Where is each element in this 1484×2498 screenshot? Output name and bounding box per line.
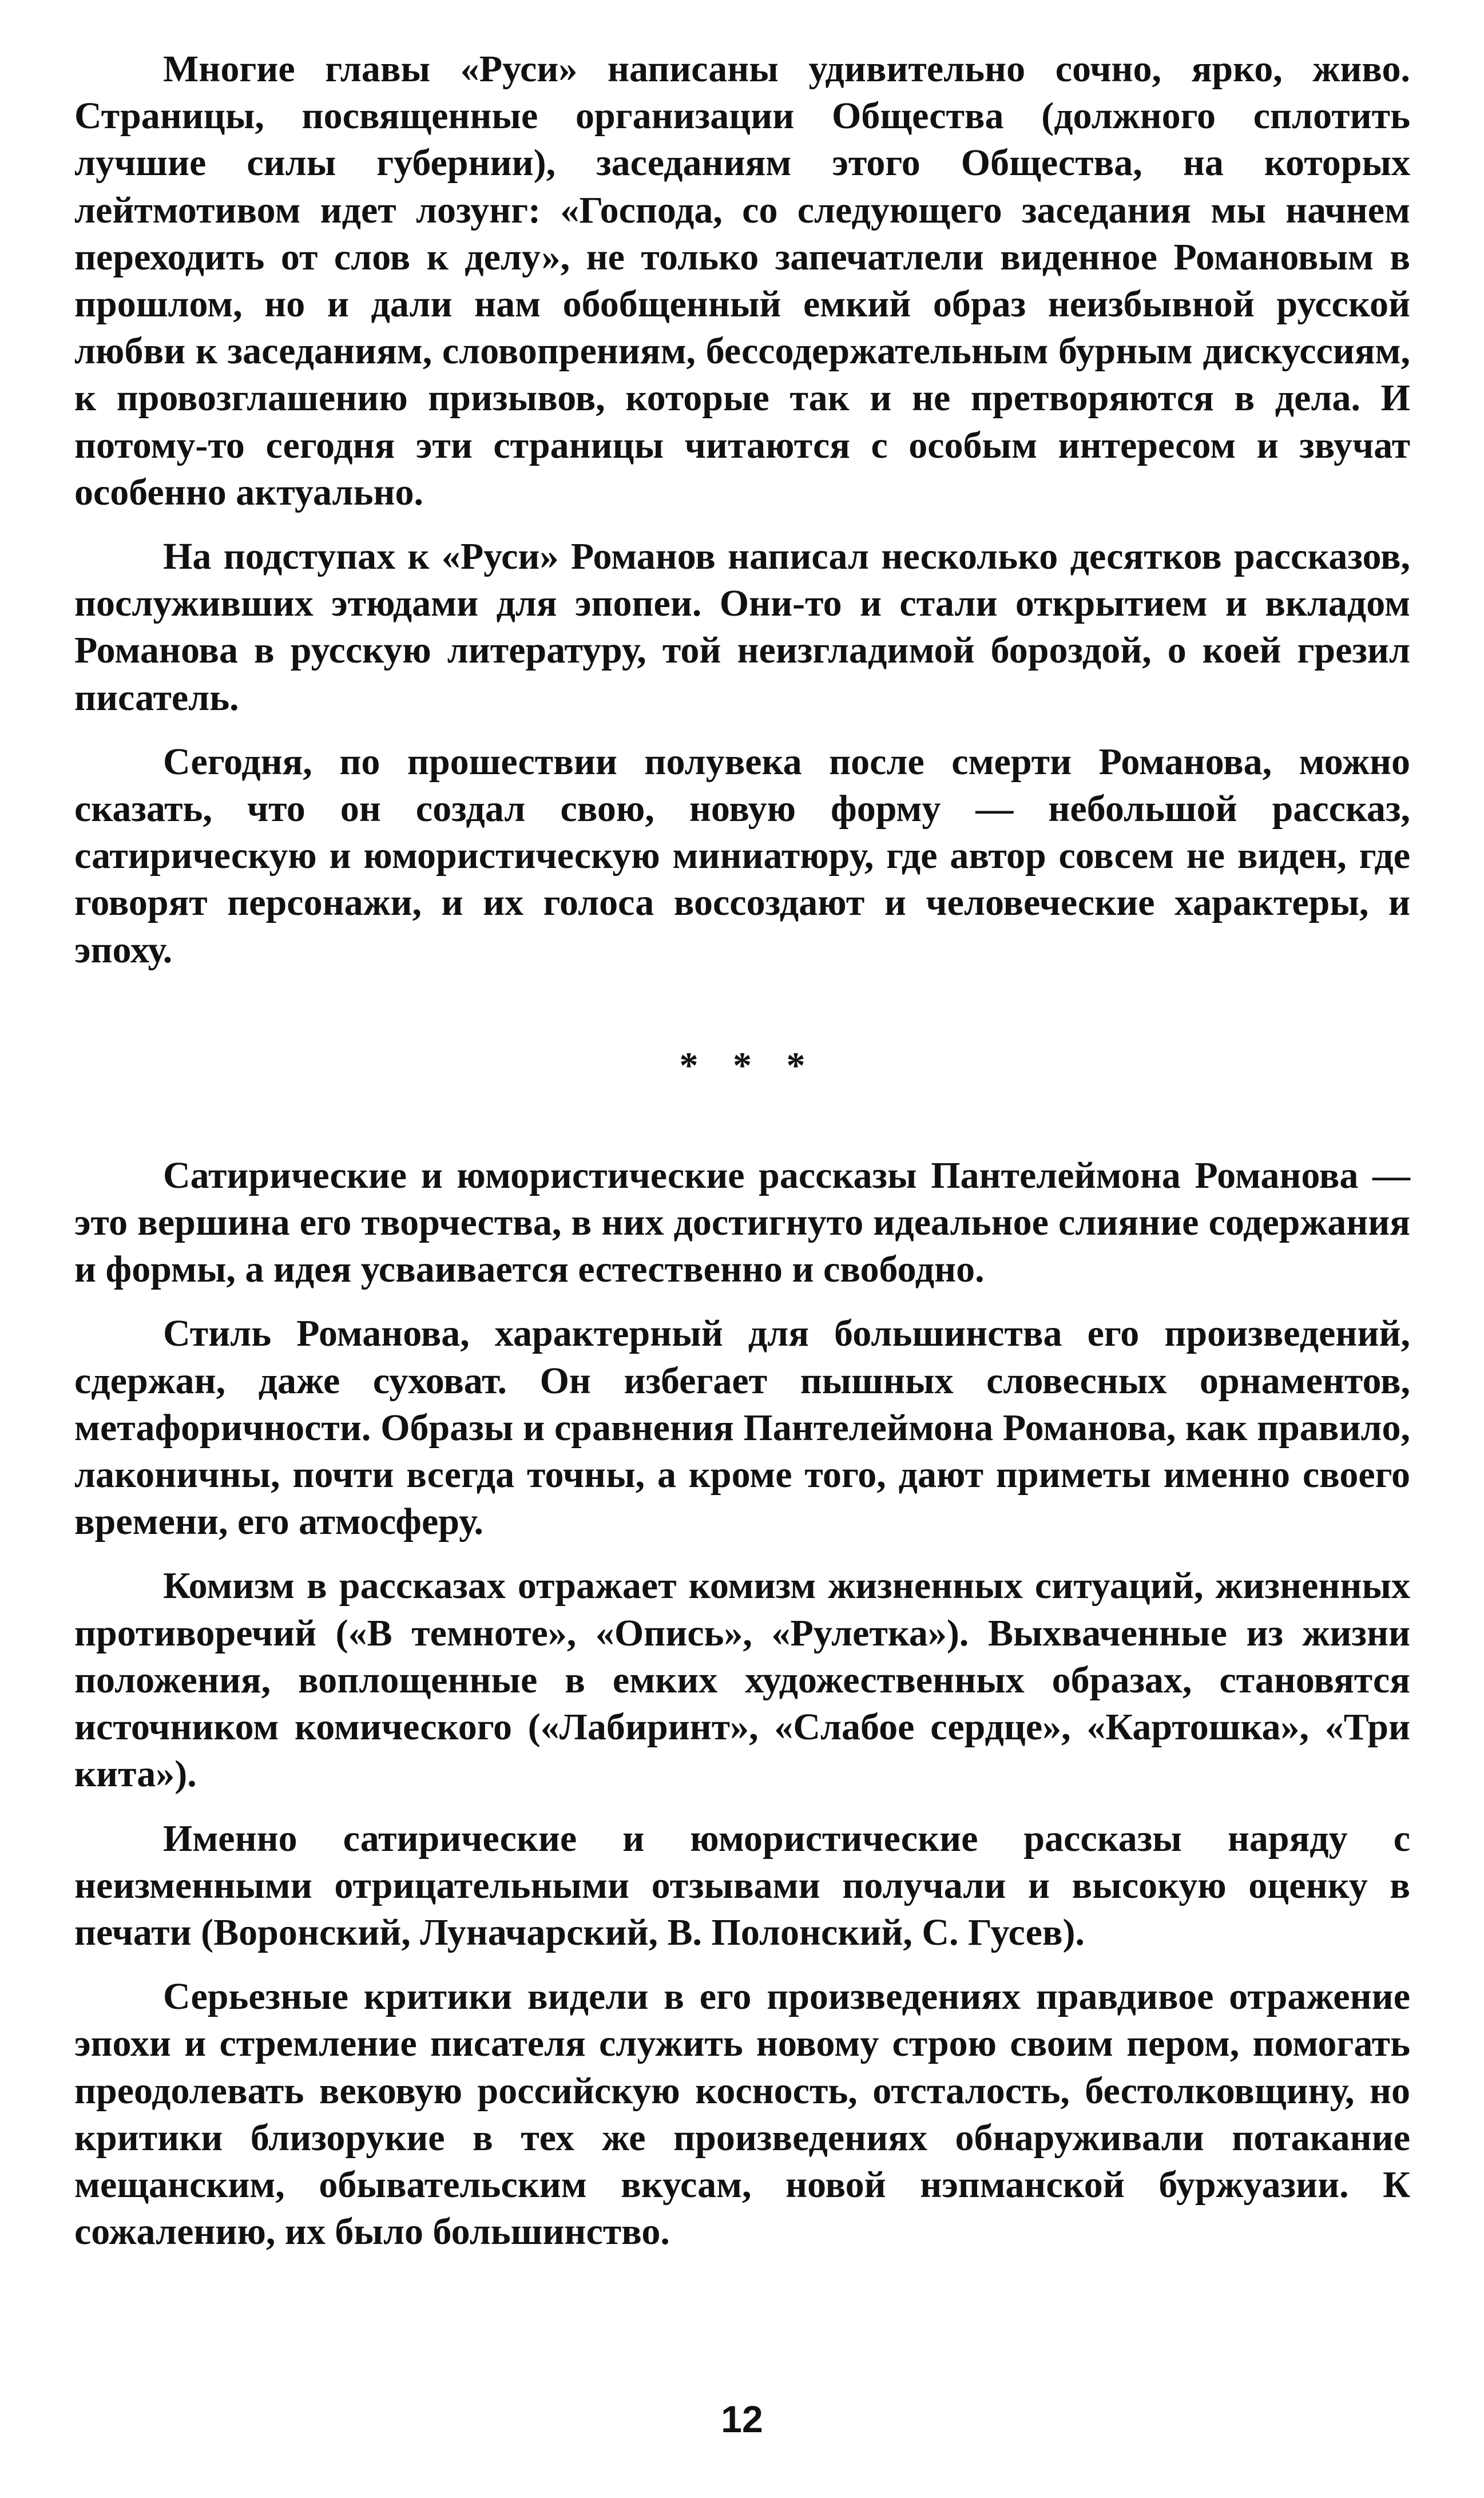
page-body xyxy=(74,46,1410,2255)
page-number: 12 xyxy=(721,2398,763,2440)
paragraph-rus-chapters: Многие главы «Руси» написаны удивительно сочно, ярко, живо. Страницы, посвященные организации Общества (должного сплотить лучшие силы губернии), заседаниям этого Общества, на которых лейтмотивом идет лозунг: «Господа, со следующего заседания мы начнем переходить от слов к делу», не только запечатлели виденное Романовым в прошлом, но и дали нам обобщенный емкий образ неизбывной русской любви к заседаниям, словопрениям, бессодержательным бурным дискуссиям, к провозглашению призывов, которые так и не претворяются в дела. И потому-то сегодня эти страницы читаются с особым интересом и звучат особенно актуально. xyxy=(74,48,1410,513)
paragraph-new-form: Сегодня, по прошествии полувека после смерти Романова, можно сказать, что он создал свою, новую форму — небольшой рассказ, сатирическую и юмористическую миниатюру, где автор совсем не виден, где говорят персонажи, и их голоса воссоздают и человеческие характеры, и эпоху. xyxy=(74,740,1410,971)
paragraph-comism: Комизм в рассказах отражает комизм жизненных ситуаций, жизненных противоречий («В темноте», «Опись», «Рулетка»). Выхваченные из жизни положения, воплощенные в емких художественных образах, становятся источником комического («Лабиринт», «Слабое сердце», «Картошка», «Три кита»). xyxy=(74,1565,1410,1795)
paragraph-reviews: Именно сатирические и юмористические рассказы наряду с неизменными отрицательными отзывами получали и высокую оценку в печати (Воронский, Луначарский, В. Полонский, С. Гусев). xyxy=(74,1817,1410,1953)
section-separator: * * * xyxy=(679,1044,818,1087)
paragraph-style: Стиль Романова, характерный для большинства его произведений, сдержан, даже суховат. Он избегает пышных словесных орнаментов, метафоричности. Образы и сравнения Пантелеймона Романова, как правило, лаконичны, почти всегда точны, а кроме того, дают приметы именно своего времени, его атмосферу. xyxy=(74,1313,1410,1543)
paragraph-satirical-stories: Сатирические и юмористические рассказы Пантелеймона Романова — это вершина его творчества, в них достигнуто идеальное слияние содержания и формы, а идея усваивается естественно и свободно. xyxy=(74,1154,1410,1291)
paragraph-critics: Серьезные критики видели в его произведениях правдивое отражение эпохи и стремление писателя служить новому строю своим пером, помогать преодолевать вековую российскую косность, отсталость, бестолковщину, но критики близорукие в тех же произведениях обнаруживали потакание мещанским, обывательским вкусам, новой нэпманской буржуазии. К сожалению, их было большинство. xyxy=(74,1976,1410,2253)
paragraph-stories-approach: На подступах к «Руси» Романов написал несколько десятков рассказов, послуживших этюдами для эпопеи. Они-то и стали открытием и вкладом Романова в русскую литературу, той неизгладимой бороздой, о коей грезил писатель. xyxy=(74,536,1410,719)
